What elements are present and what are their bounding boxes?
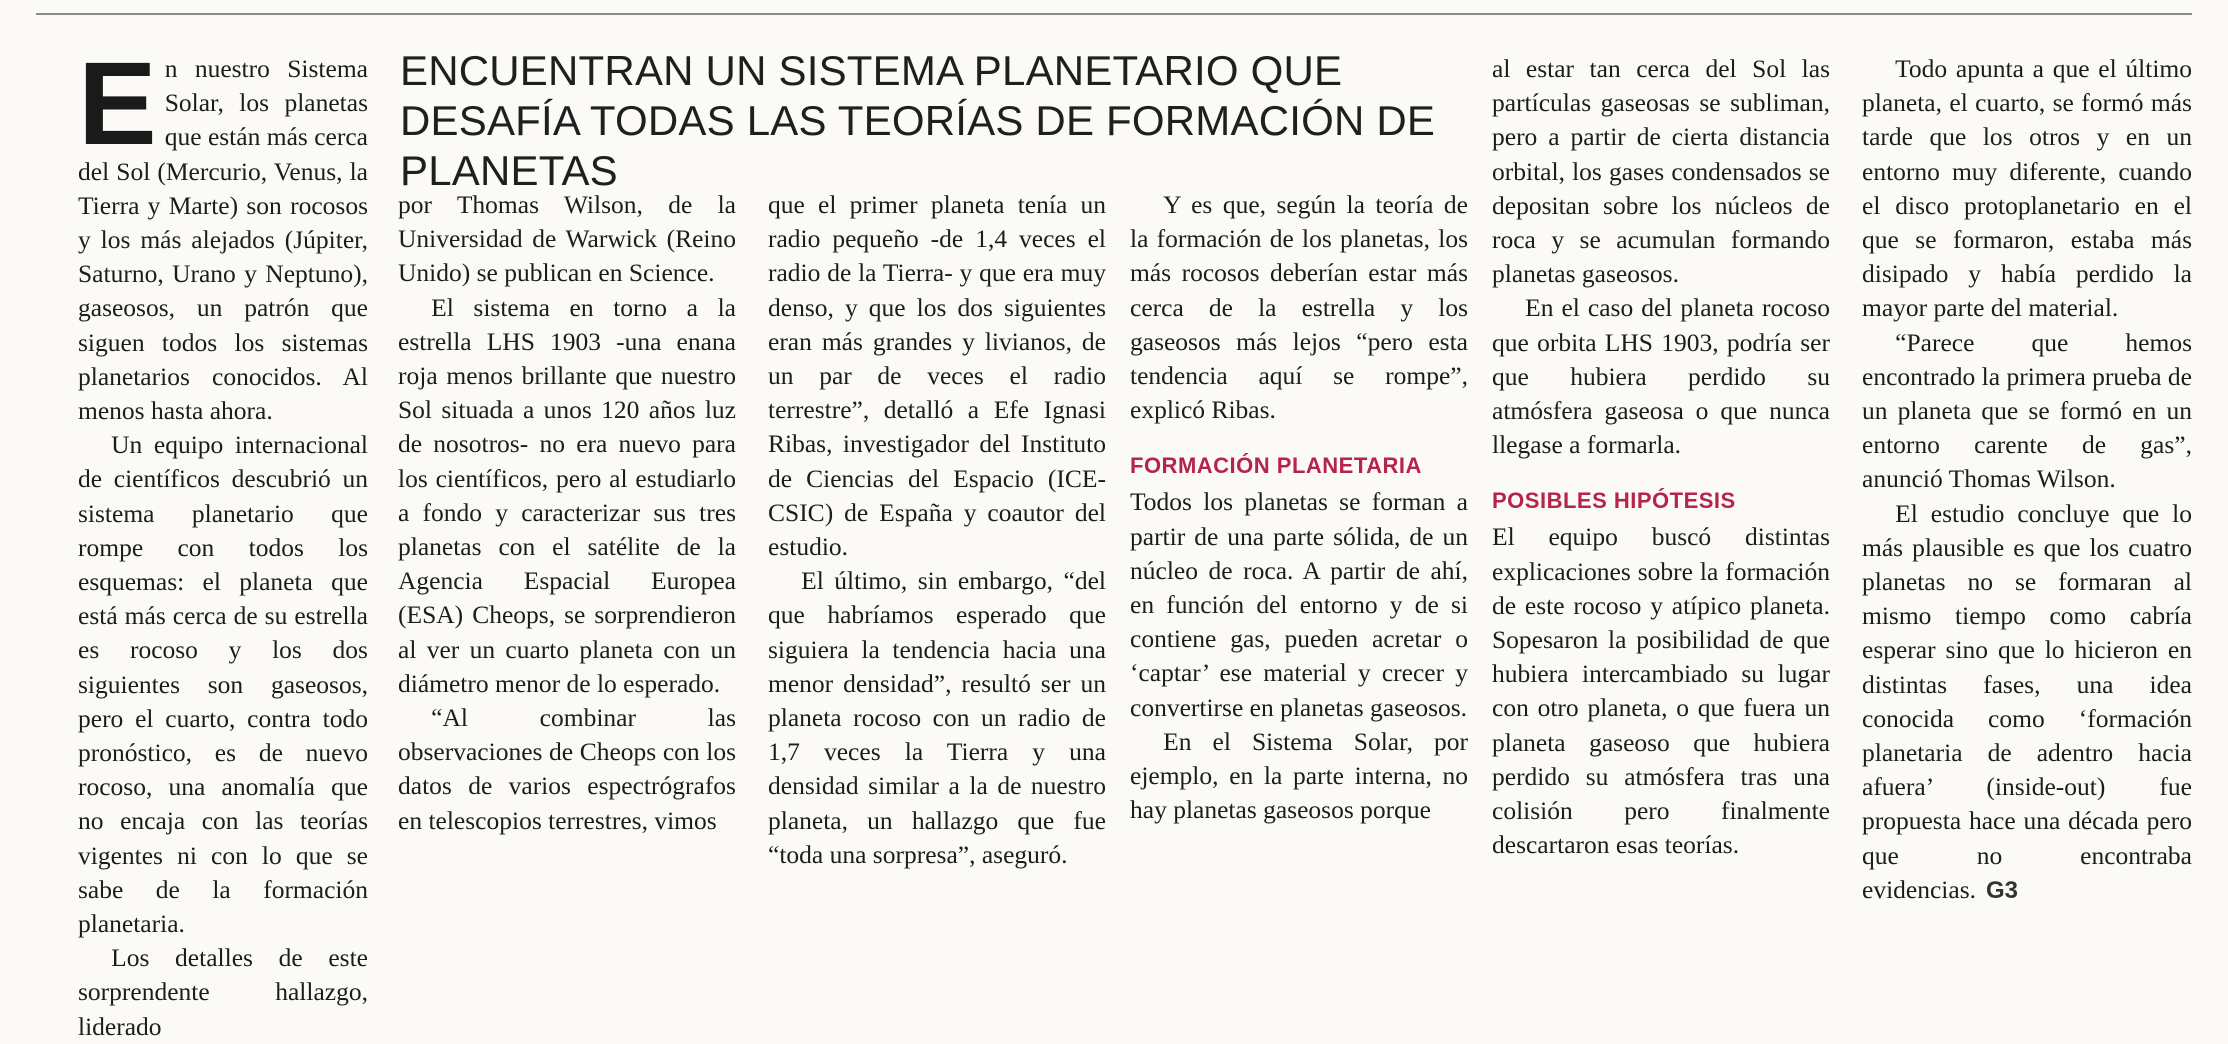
- paragraph: al estar tan cerca del Sol las partículas gaseosas se subliman, pero a partir de cierta distancia orbital, los gases condensados se depositan sobre los núcleos de roca y se acumulan formando planetas gaseosos.: [1492, 54, 1830, 289]
- drop-cap: E: [78, 38, 157, 170]
- paragraph: Un equipo internacional de científicos descubrió un sistema planetario que rompe con todos los esquemas: el planeta que está más cerca de su estrella es rocoso y los dos siguientes son gaseosos, pero el cuarto, contra todo pronóstico, es de nuevo rocoso, una anomalía que no encaja con las teorías vigentes ni con lo que se sabe de la formación planetaria.: [78, 430, 368, 939]
- article-headline: ENCUENTRAN UN SISTEMA PLANETARIO QUE DESAFÍA TODAS LAS TEORÍAS DE FORMACIÓN DE PLANETAS: [400, 47, 1436, 194]
- paragraph: Todos los planetas se forman a partir de una parte sólida, de un núcleo de roca. A partir de ahí, en función del entorno y de si contiene gas, pueden acretar o ‘captar’ ese material y crecer y convertirse en planetas gaseosos.: [1130, 487, 1468, 722]
- paragraph: “Parece que hemos encontrado la primera prueba de un planeta que se formó en un entorno carente de gas”, anunció Thomas Wilson.: [1862, 327, 2192, 494]
- paragraph: En el Sistema Solar, por ejemplo, en la parte interna, no hay planetas gaseosos porque: [1130, 726, 1468, 825]
- paragraph-text: El estudio concluye que lo más plausible es que los cuatro planetas no se formaran al mismo tiempo como cabría esperar sino que lo hicieron en distintas fases, una idea conocida como ‘formación planetaria de adentro hacia afuera’ (inside-out) fue propuesta hace una década pero que no encontraba evidencias.: [1862, 498, 2192, 904]
- paragraph: El sistema en torno a la estrella LHS 1903 -una enana roja menos brillante que nuestro Sol situada a unos 120 años luz de nosotros- no era nuevo para los científicos, pero al estudiarlo a fondo y caracterizar sus tres planetas con el satélite de la Agencia Espacial Europea (ESA) Cheops, se sorprendieron al ver un cuarto planeta con un diámetro menor de lo esperado.: [398, 292, 736, 698]
- column-5: [1492, 52, 1830, 862]
- column-2: [398, 188, 736, 838]
- paragraph: por Thomas Wilson, de la Universidad de Warwick (Reino Unido) se publican en Science.: [398, 190, 736, 288]
- paragraph: Todo apunta a que el último planeta, el cuarto, se formó más tarde que los otros y en un entorno muy diferente, cuando el disco protoplanetario en el que se formaron, estaba más disipado y había perdido la mayor parte del material.: [1862, 54, 2192, 323]
- subheading-formacion-planetaria: FORMACIÓN PLANETARIA: [1130, 453, 1422, 479]
- paragraph: Y es que, según la teoría de la formación de los planetas, los más rocosos deberían estar más cerca de la estrella y los gaseosos más lejos “pero esta tendencia aquí se rompe”, explicó Ribas.: [1130, 190, 1468, 425]
- end-of-article-mark: G3: [1986, 876, 2019, 904]
- paragraph: El equipo buscó distintas explicaciones sobre la formación de este rocoso y atípico planeta. Sopesaron la posibilidad de que hubiera intercambiado su lugar con otro planeta, o que fuera un planeta gaseoso que hubiera perdido su atmósfera tras una colisión pero finalmente descartaron esas teorías.: [1492, 522, 1830, 860]
- paragraph: El último, sin embargo, “del que habríamos esperado que siguiera la tendencia hacia una menor densidad”, resultó ser un planeta rocoso con un radio de 1,7 veces la Tierra y una densidad similar a la de nuestro planeta, un hallazgo que fue “toda una sorpresa”, aseguró.: [768, 566, 1106, 869]
- top-rule: [36, 13, 2192, 15]
- subheading-posibles-hipotesis: POSIBLES HIPÓTESIS: [1492, 488, 1736, 514]
- paragraph: “Al combinar las observaciones de Cheops con los datos de varios espectrógrafos en telescopios terrestres, vimos: [398, 703, 736, 835]
- column-4: [1130, 188, 1468, 827]
- column-3: [768, 188, 1106, 872]
- column-1: [78, 38, 368, 1044]
- paragraph: Los detalles de este sorprendente hallazgo, liderado: [78, 943, 368, 1041]
- paragraph: que el primer planeta tenía un radio pequeño -de 1,4 veces el radio de la Tierra- y que era muy denso, y que los dos siguientes eran más grandes y livianos, de un par de veces el radio terrestre”, detalló a Efe Ignasi Ribas, investigador del Instituto de Ciencias del Espacio (ICE-CSIC) de España y coautor del estudio.: [768, 190, 1106, 562]
- paragraph: En el caso del planeta rocoso que orbita LHS 1903, podría ser que hubiera perdido su atmósfera gaseosa o que nunca llegase a formarla.: [1492, 293, 1830, 460]
- paragraph: [78, 38, 368, 428]
- paragraph-text: n nuestro Sistema Solar, los planetas que están más cerca del Sol (Mercurio, Venus, la Tierra y Marte) son rocosos y los más alejados (Júpiter, Saturno, Urano y Neptuno), gaseosos, un patrón que siguen todos los sistemas planetarios conocidos. Al menos hasta ahora.: [78, 54, 368, 426]
- column-6: [1862, 52, 2192, 908]
- paragraph: [1862, 497, 2192, 908]
